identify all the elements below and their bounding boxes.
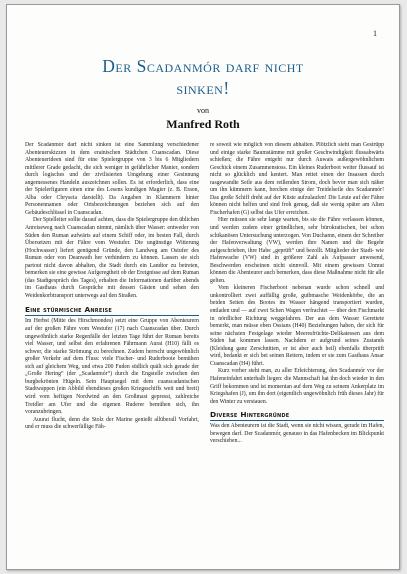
right-column (210, 142, 384, 567)
section-heading: Eine stürmische Anreise (25, 305, 199, 316)
section-heading: Diverse Hintergründe (210, 410, 384, 421)
paragraph: Der Scadanmór darf nicht sinken ist eine Sammlung verschiedener Abenteuerskizzen in dem erainischen Städtchen Cuanscadan. Diese Abenteuerideen sind für eine Spielergruppe von 3 bis 6 Mitgliedern mittlerer Grade gedacht, die sich weniger in gefährlicher Manier, sondern durch logisches und der zivilisierten Umgebung einer Gesinnung angemessenes Handeln auszeichnen sollen. Es ist erforderlich, dass eine der Spielerfiguren einen eine des Lesens kundigen Magier (z. B. Eraon, Alba oder Chryseia darstellt). Da Angaben in Klammern hinter Personennamen oder Ortsbezeichnungen beziehen sich auf den Gebäudeschlüssel in Cuanscadan. (25, 142, 199, 216)
article-title (7, 55, 399, 99)
document-page (6, 4, 400, 570)
paragraph: Hier müssen sie sehr lange warten, bis sie die Fähre verlassen können, und werden zudem einer gründlichen, sehr bürokratischen, bei schon schikanösen Untersuchung unterzogen. Von Duchamn, einem der Schreiber der Hafenverwaltung (VW), werden ihre Namen und die Begehr aufgeschrieben, ihre Habe „geprüft“ und bezollt. Mitglieder der Stadt- wie Hafenwache (VW) sind in größerer Zahl als Aufpasser anwesend, Beschwerden erscheinen nicht sinnvoll. Mit einem gewissen Unmut können die Abenteurer auch bemerken, dass diese Maßnahme nicht für alle gelten. (210, 217, 384, 284)
byline (7, 105, 399, 132)
paragraph: Kurz vorher steht man, zu aller Erleichterung, den Scadanmór vor der Hafeneinfahrt unterhalb liegen: die Mannschaft hat ihn doch wieder in den Griff bekommen und ist momentan auf dem Weg zu seinem Ankerplatz im Kriegshafen (J), um ihn dort (eigentlich ungewöhnlich früh dieses Jahr) für den Winter zu verstauen. (210, 368, 384, 405)
page-number: 1 (373, 29, 377, 38)
title-line-2: sinken! (176, 78, 230, 98)
author-name: Manfred Roth (166, 117, 240, 131)
paragraph: Vom kleineren Fischerboot nebenan wurde schon schnell und unkontrolliert zwei auffällig große, gutbmasche Weidenkörbe, die an beiden Seiten des Bootes im Wasser hängend transportiert wurden, entladen und — auf zwei Schen Wagen verfrachtet — über den Fischmarkt in nördlicher Richtung weggefahren. Der aus dem Wasser Gerettete bemerkt, man müsse eben Ossians (H40) Beziehungen haben, der sich für seine nächsten Festgelage wieder Meeresfrüchte-Delikatessen aus dem Süden hat kommen lassen. Nachdem er aufgrund seines Zustands (Kleidung ganz Zerschnitten, er ist aber auch heil) ebenfalls überprüft wird, bedankt er sich bei seinen Rettern, indem er sie zum Gasthaus Ansar Cuanscadan (H4) führt. (210, 285, 384, 367)
left-column (25, 142, 199, 567)
title-line-1: Der Scadanmór darf nicht (102, 56, 304, 76)
paragraph: Auurai flucht, denn die Stolz der Marine genießt allüberall Vorfahrt, und er muss die schwerfällige Fäh- (25, 416, 199, 431)
paragraph: Der Spielleiter sollte darauf achten, dass die Spielergruppe den üblichen Anreiseweg nach Cuanscadan nimmt, nämlich über Wasser: entweder von Süden den Ruman aufwärts auf einem Schiff oder, im besten Fall, durch Übersetzen mit der Fähre vom Westufer. Die ungünstige Witterung (Hochwasser) liefert genügend Gründe, den Landweg am Ostufer des Ruman oder von Deanwath her verhindern zu können. Lassen sie sich partout nicht davon abhalten, die Stadt durch ein Landtor zu betreten, bemerken sie eine gewisse Aufgeregtheit ob der Ereignisse auf dem Ruman (das Stadtgespräch des Tages), erhalten die Informationen darüber abends im Gasthaus durch Gespräche mit dessen Gästen und sehen den Weidenkorbtransport unterwegs auf den Straßen. (25, 217, 199, 299)
paragraph: Was den Abenteurern ist die Stadt, wenn sie nicht wissen, gerade im Hafen, bewegen darf. Der Scadanmór, genauso in das Hafenbecken im Blickpunkt verschieben... (210, 423, 384, 445)
paragraph: Im Herbst (Mitte des Hirschmondes) setzt eine Gruppe von Abenteurern auf der großen Fähre vom Westufer (17) nach Cuanscadan über. Durch ungewöhnlich starke Regenfälle der letzten Tage führt der Ruman bereits viel Wasser, und selbst den erfahrenen Fährmann Aurai (H10) fällt es schwer, die starke Strömung zu berechnen. Zudem herrscht ungewöhnlich großer Verkehr auf dem Fluss: viele Fischer- und Ruderboote bemühen sich auf gleichem Weg, und etwa 200 Fuden südlich quält sich gerade der „Große Hering“ (der „Scadanmór“) durch die Engstelle zwischen den burgbekrönten Hügeln. Sein Hauptsegel mit dem cuanscadanischen Stadtwappen (ein Abbild ebendieses großen Kriegsschiffs weit und breit) wird vom heftigen Nordwind an den Großmast gepresst, zahlreiche Treidler am Ufer und die eigenen Ruderer bemühen sich, ihn voranzubringen. (25, 318, 199, 416)
paragraph: re soweit wie möglich von diesem abhalten. Plötzlich sieht man Gestrüpp und einige starke Baumstämme mit großer Geschwindigkeit flussabwärts schießen; die Fähre entgeht nur durch Auwais außergewöhnlichem Geschick einem Zusammenstoss. Ein kleines Ruderboot weiter flussauf ist nicht so glücklich und kentert. Man rettet einen der Insassen durch rasgewandte Seile aus dem reißenden Strom, doch bevor man sich näher um ihn kümmern kann, brechen einige der Treidelseile des Scadanmór! Das große Schiff dreht auf der Küste aufzulaufen! Die Leute auf der Fähre können nicht helfen und sind froh genug, daß sie wenig später am Alten Fischerhafen (G) selbst das Ufer erreichen. (210, 142, 384, 216)
byline-prefix: von (197, 106, 209, 115)
